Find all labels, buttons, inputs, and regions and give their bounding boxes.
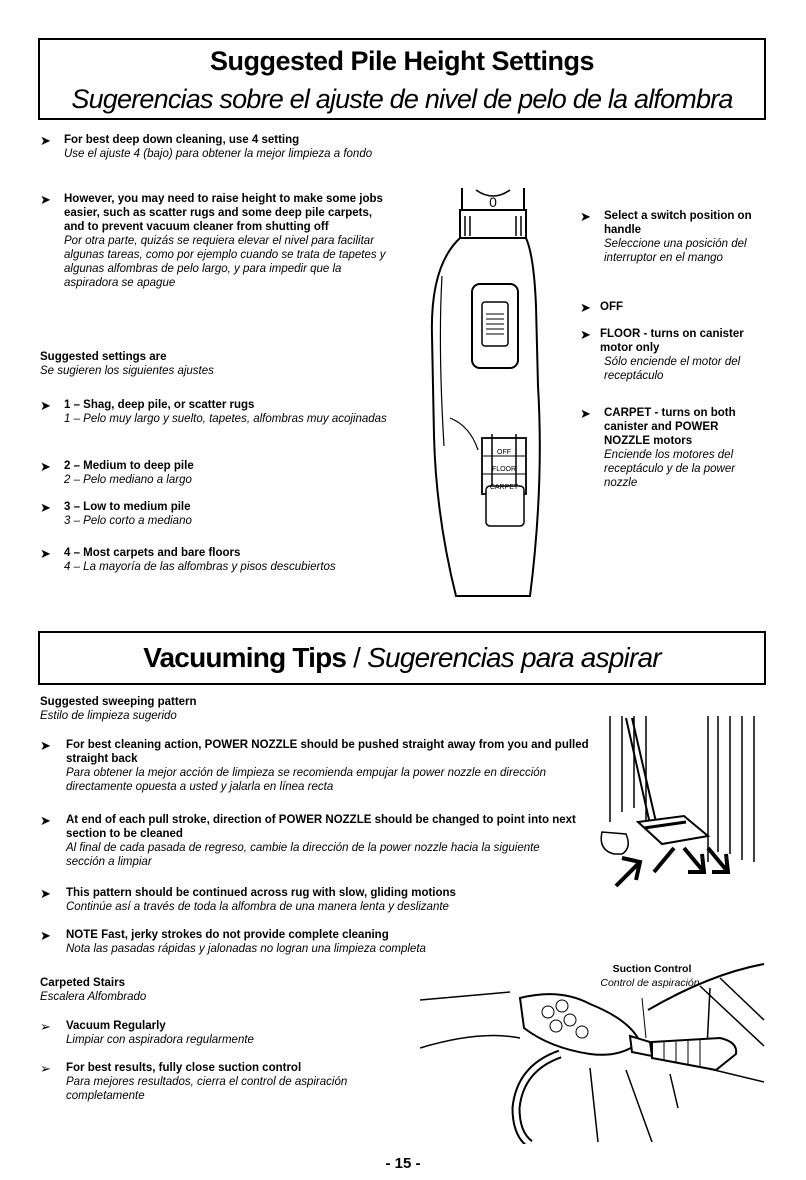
switch-select: Select a switch position on handle Seleccione una posición del interruptor en el mango (604, 210, 752, 264)
handle-illustration (420, 186, 580, 606)
tips-title-slash: / (346, 642, 368, 673)
arrow-icon: ➢ (40, 1019, 51, 1034)
vacuuming-tips-header (38, 631, 766, 685)
arrow-icon: ➤ (40, 500, 51, 515)
intro2: However, you may need to raise height to make some jobs easier, such as scatter rugs and some deep pile carpets, and to prevent vacuum cleaner from shutting off Por otra parte, quizás se requiera elevar el nivel para facilitar algunas tareas, como por ejemplo cuando se trata de tapetes y algunas alfombras de pelo largo, y para impedir que la aspiradora se apague (64, 193, 386, 289)
switch-carpet: CARPET - turns on both canister and POWER NOZZLE motors Enciende los motores del receptáculo y de la power nozzle (604, 407, 736, 489)
arrow-icon: ➤ (580, 327, 591, 342)
tips-title-en: Vacuuming Tips (143, 642, 347, 673)
handle-floor-label: FLOOR (491, 466, 517, 473)
switch-floor: FLOOR - turns on canister motor only Sólo enciende el motor del receptáculo (600, 328, 744, 382)
stairs-hose-illustration (420, 958, 766, 1144)
intro1: For best deep down cleaning, use 4 setting Use el ajuste 4 (bajo) para obtener la mejor limpieza a fondo (64, 134, 373, 160)
suggested-settings: Suggested settings are Se sugieren los siguientes ajustes (40, 351, 214, 377)
suction-control-label-es: Control de aspiración (600, 977, 700, 989)
tip-3: This pattern should be continued across rug with slow, gliding motions Continúe así a través de toda la alfombra de una manera lenta y deslizante (66, 887, 456, 913)
arrow-icon: ➤ (40, 459, 51, 474)
pile-height-title-es: Sugerencias sobre el ajuste de nivel de pelo de la alfombra (71, 84, 733, 114)
arrow-icon: ➤ (40, 398, 51, 413)
arrow-icon: ➢ (40, 1061, 51, 1076)
setting-1: 1 – Shag, deep pile, or scatter rugs 1 – Pelo muy largo y suelto, tapetes, alfombras muy acojinadas (64, 399, 387, 425)
page-number: - 15 - (385, 1155, 421, 1172)
arrow-icon: ➤ (40, 738, 51, 753)
sweeping-pattern: Suggested sweeping pattern Estilo de limpieza sugerido (40, 696, 197, 722)
arrow-icon: ➤ (580, 209, 591, 224)
handle-carpet-label: CARPET (489, 484, 519, 491)
arrow-icon: ➤ (40, 886, 51, 901)
handle-off-label: OFF (497, 449, 511, 456)
tip-note: NOTE Fast, jerky strokes do not provide complete cleaning Nota las pasadas rápidas y jalonadas no logran una limpieza completa (66, 929, 426, 955)
stairs-tip-1: Vacuum Regularly Limpiar con aspiradora regularmente (66, 1020, 254, 1046)
arrow-icon: ➤ (40, 133, 51, 148)
setting-3: 3 – Low to medium pile 3 – Pelo corto a mediano (64, 501, 192, 527)
switch-off: OFF (600, 301, 623, 313)
carpeted-stairs: Carpeted Stairs Escalera Alfombrado (40, 977, 147, 1003)
arrow-icon: ➤ (40, 928, 51, 943)
setting-4: 4 – Most carpets and bare floors 4 – La mayoría de las alfombras y pisos descubiertos (64, 547, 336, 573)
tip-2: At end of each pull stroke, direction of POWER NOZZLE should be changed to point into next section to be cleaned Al final de cada pasada de regreso, cambie la dirección de la power nozzle hacia la siguiente sección a limpiar (66, 814, 576, 868)
pile-height-title-en: Suggested Pile Height Settings (209, 46, 595, 76)
stairs-tip-2: For best results, fully close suction control Para mejores resultados, cierra el control de aspiración completamente (66, 1062, 348, 1102)
arrow-icon: ➤ (580, 406, 591, 421)
arrow-icon: ➤ (580, 300, 591, 315)
arrow-icon: ➤ (40, 546, 51, 561)
arrow-icon: ➤ (40, 813, 51, 828)
arrow-icon: ➤ (40, 192, 51, 207)
sweeping-illustration (592, 712, 762, 892)
tips-title-es: Sugerencias para aspirar (367, 642, 661, 673)
pile-height-header (38, 38, 766, 120)
setting-2: 2 – Medium to deep pile 2 – Pelo mediano a largo (64, 460, 194, 486)
tip-1: For best cleaning action, POWER NOZZLE should be pushed straight away from you and pulled straight back Para obtener la mejor acción de limpieza se recomienda empujar la power nozzle en dirección directamente opuesta a usted y jalarla en línea recta (66, 739, 589, 793)
suction-control-label-en: Suction Control (612, 963, 692, 975)
handle-digit: 0 (489, 194, 497, 210)
